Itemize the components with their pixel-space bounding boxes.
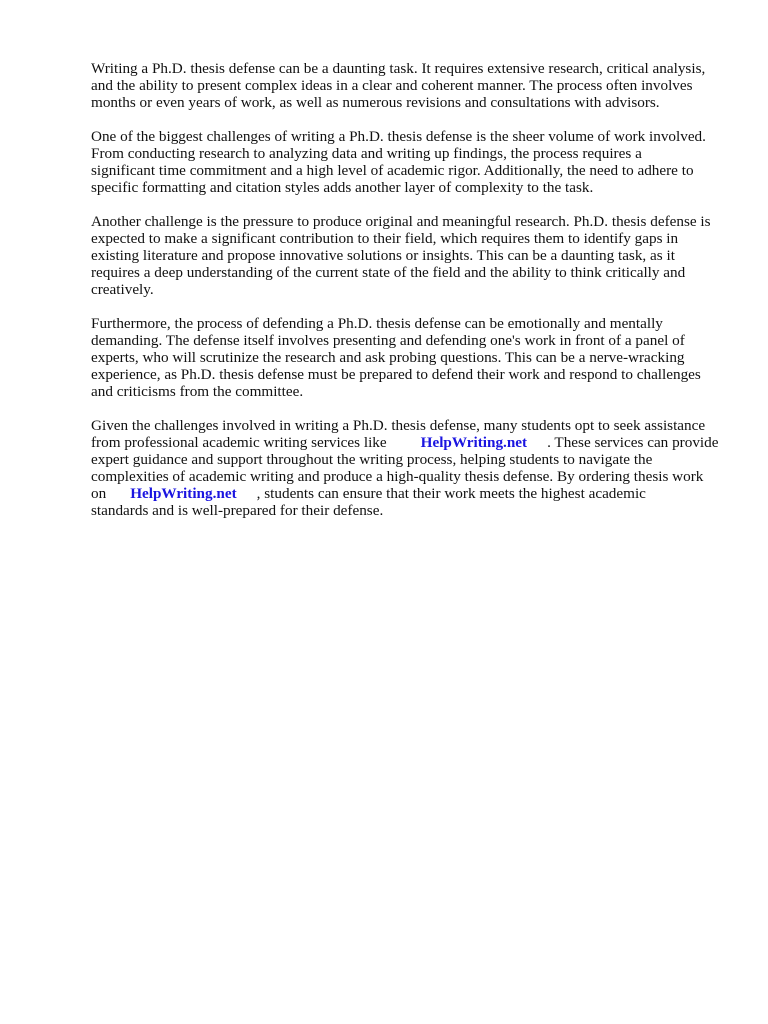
text-line: creatively. bbox=[91, 281, 154, 298]
text-line: complexities of academic writing and produce a high-quality thesis defense. By ordering thesis work bbox=[91, 468, 704, 485]
text-line: One of the biggest challenges of writing a Ph.D. thesis defense is the sheer volume of work involved. bbox=[91, 128, 706, 145]
text-line: requires a deep understanding of the current state of the field and the ability to think critically and bbox=[91, 264, 686, 281]
text-line: Another challenge is the pressure to produce original and meaningful research. Ph.D. thesis defense is bbox=[91, 213, 711, 230]
text-line: and criticisms from the committee. bbox=[91, 383, 304, 400]
text-line: existing literature and propose innovative solutions or insights. This can be a daunting task, as it bbox=[91, 247, 675, 264]
text-line: months or even years of work, as well as numerous revisions and consultations with advisors. bbox=[91, 94, 660, 111]
paragraph-5 bbox=[91, 417, 731, 519]
text-line: specific formatting and citation styles adds another layer of complexity to the task. bbox=[91, 179, 594, 196]
text-line: significant time commitment and a high level of academic rigor. Additionally, the need to adhere to bbox=[91, 162, 694, 179]
document-page bbox=[91, 60, 731, 536]
paragraph-2 bbox=[91, 128, 731, 196]
text-line: demanding. The defense itself involves presenting and defending one's work in front of a panel of bbox=[91, 332, 685, 349]
text-line: experts, who will scrutinize the research and ask probing questions. This can be a nerve-wracking bbox=[91, 349, 685, 366]
text-line: and the ability to present complex ideas in a clear and coherent manner. The process often involves bbox=[91, 77, 693, 94]
text-line: Furthermore, the process of defending a Ph.D. thesis defense can be emotionally and mentally bbox=[91, 315, 663, 332]
text-line bbox=[91, 485, 731, 502]
text-line: Given the challenges involved in writing a Ph.D. thesis defense, many students opt to seek assistance bbox=[91, 417, 706, 434]
text-line: standards and is well-prepared for their defense. bbox=[91, 502, 384, 519]
text-fragment: from professional academic writing services like bbox=[91, 434, 387, 451]
paragraph-1 bbox=[91, 60, 731, 111]
paragraph-3 bbox=[91, 213, 731, 298]
text-line: Writing a Ph.D. thesis defense can be a daunting task. It requires extensive research, critical analysis, bbox=[91, 60, 706, 77]
text-fragment: on bbox=[91, 485, 107, 502]
helpwriting-link-2[interactable]: HelpWriting.net bbox=[130, 485, 237, 502]
text-line: From conducting research to analyzing data and writing up findings, the process requires a bbox=[91, 145, 642, 162]
paragraph-4 bbox=[91, 315, 731, 400]
text-line: expert guidance and support throughout the writing process, helping students to navigate the bbox=[91, 451, 653, 468]
helpwriting-link-1[interactable]: HelpWriting.net bbox=[420, 434, 528, 451]
text-line: expected to make a significant contribution to their field, which requires them to identify gaps in bbox=[91, 230, 679, 247]
text-line bbox=[91, 434, 731, 451]
text-fragment: . These services can provide bbox=[547, 434, 719, 451]
text-line: experience, as Ph.D. thesis defense must be prepared to defend their work and respond to challenges bbox=[91, 366, 701, 383]
text-fragment: , students can ensure that their work meets the highest academic bbox=[256, 485, 646, 502]
